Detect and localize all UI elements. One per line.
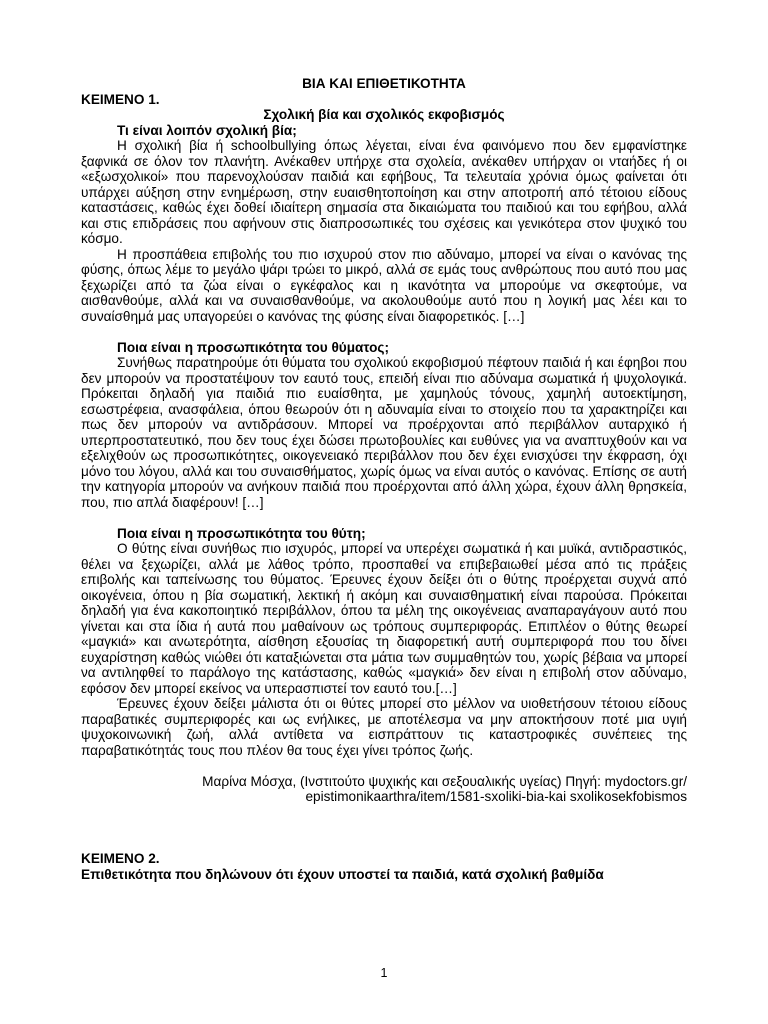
- section3-heading: Ποια είναι η προσωπικότητα του θύτη;: [117, 525, 366, 541]
- document-title: ΒΙΑ ΚΑΙ ΕΠΙΘΕΤΙΚΟΤΗΤΑ: [302, 76, 466, 91]
- page-content: [81, 76, 687, 882]
- spacer: [81, 510, 687, 526]
- spacer: [81, 820, 687, 836]
- section3-paragraph-1: Ο θύτης είναι συνήθως πιο ισχυρός, μπορεί να υπερέχει σωματικά ή και μυϊκά, αντιδραστικός, θέλει να ξεχωρίζει, αλλά με λάθος τρόπο, προσπαθεί να επιβεβαιωθεί μέσα από τις πράξεις επιβολής και ταπείνωσης του θύματος. Έρευνες έχουν δείξει ότι ο θύτης προέρχεται συχνά από οικογένεια, όπου η βία σωματική, λεκτική ή ακόμη και συναισθηματική είναι παρούσα. Πρόκειται δηλαδή για ένα κακοποιητικό περιβάλλον, όπου τα μέλη της οικογένειας αναπαραγάγουν αυτό που γίνεται και στα ίδια ή αυτά που μαθαίνουν ως τρόπους συμπεριφοράς. Επιπλέον ο θύτης θεωρεί «μαγκιά» και ανωτερότητα, αίσθηση εξουσίας τη διαφορετική αυτή συμπεριφορά που του δίνει ευχαρίστηση καθώς νιώθει ότι καταξιώνεται στα μάτια των συμμαθητών του, χωρίς βέβαια να μπορεί να αντιληφθεί το παράλογο της κατάστασης, καθώς «μαγκιά» δεν είναι η επιβολή στον αδύναμο, εφόσον δεν μπορεί εκείνος να υπερασπιστεί τον εαυτό του.[…]: [81, 541, 687, 696]
- spacer: [81, 805, 687, 821]
- section1-paragraph-1: Η σχολική βία ή schoolbullying όπως λέγεται, είναι ένα φαινόμενο που δεν εμφανίστηκε ξαφνικά σε όλον τον πλανήτη. Ανέκαθεν υπήρχε στα σχολεία, ανέκαθεν υπήρχαν οι νταήδες ή οι «εξωσχολικοί» που παρενοχλούσαν παιδιά και εφήβους, Τα τελευταία χρόνια όμως φαίνεται ότι υπάρχει αύξηση στην ενημέρωση, στην ευαισθητοποίηση και στην αποτροπή από τέτοιου είδους καταστάσεις, καθώς έχει δοθεί ιδιαίτερη σημασία στα δικαιώματα του παιδιού και του εφήβου, αλλά και στις επιδράσεις που αφήνουν στις διαπροσωπικές του σχέσεις και γενικότερα στον ψυχικό του κόσμο.: [81, 138, 687, 246]
- text1-subtitle: Σχολική βία και σχολικός εκφοβισμός: [263, 107, 505, 122]
- page-number: 1: [380, 966, 388, 980]
- section1-paragraph-2: Η προσπάθεια επιβολής του πιο ισχυρού στον πιο αδύναμο, μπορεί να είναι ο κανόνας της φύσης, όπως λέμε το μεγάλο ψάρι τρώει το μικρό, αλλά σε εμάς τους ανθρώπους που αυτό που μας ξεχωρίζει από τα ζώα είναι ο εγκέφαλος και η ικανότητα να μπορούμε να σκεφτούμε, να αισθανθούμε, αλλά και να συναισθανθούμε, να ακολουθούμε αυτό που η λογική μας λέει και το συναίσθημά μας υπαγορεύει ο κανόνας της φύσης είναι διαφορετικός. […]: [81, 246, 687, 324]
- section1-heading: Τι είναι λοιπόν σχολική βία;: [117, 122, 297, 138]
- text2-title: Επιθετικότητα που δηλώνουν ότι έχουν υποστεί τα παιδιά, κατά σχολική βαθμίδα: [81, 866, 604, 882]
- text1-label: ΚΕΙΜΕΝΟ 1.: [81, 91, 160, 107]
- section3-paragraph-2: Έρευνες έχουν δείξει μάλιστα ότι οι θύτες μπορεί στο μέλλον να υιοθετήσουν τέτοιου είδους παραβατικές συμπεριφορές και ως ενήλικες, με αποτέλεσμα να μην αποκτήσουν ποτέ μια υγιή ψυχοκοινωνική ζωή, αλλά αντίθετα να εισπράττουν τις καταστροφικές συνέπειες της παραβατικότητάς τους που πλέον θα τους έχει γίνει τρόπος ζωής.: [81, 696, 687, 758]
- spacer: [81, 324, 687, 340]
- section2-paragraph-1: Συνήθως παρατηρούμε ότι θύματα του σχολικού εκφοβισμού πέφτουν παιδιά ή και έφηβοι που δεν μπορούν να προστατέψουν τον εαυτό τους, επειδή είναι πιο αδύναμα σωματικά ή ψυχολογικά. Πρόκειται δηλαδή για παιδιά πιο ευαίσθητα, με χαμηλούς τόνους, χαμηλή αυτοεκτίμηση, εσωστρέφεια, ανασφάλεια, όπου θεωρούν ότι η αδυναμία είναι το στοιχείο που τα χαρακτηρίζει και πως δεν μπορούν να αντιδράσουν. Μπορεί να προέρχονται από περιβάλλον αυταρχικό ή υπερπροστατευτικό, που δεν τους έχει δώσει πρωτοβουλίες και ευθύνες για να αναπτυχθούν και να εξελιχθούν ως προσωπικότητες, οικογενειακό περιβάλλον που δεν έχει ενισχύσει την έκφραση, όχι μόνο του λόγου, αλλά και του συναισθήματος, χωρίς όμως να είναι αυτός ο κανόνας. Επίσης σε αυτή την κατηγορία μπορούν να ανήκουν παιδιά που προέρχονται από άλλη χώρα, έχουν άλλη θρησκεία, που, πιο απλά διαφέρουν! […]: [81, 355, 687, 510]
- spacer: [81, 758, 687, 774]
- text2-label: ΚΕΙΜΕΝΟ 2.: [81, 851, 160, 866]
- spacer: [81, 836, 687, 852]
- source-citation-line1: Μαρίνα Μόσχα, (Ινστιτούτο ψυχικής και σεξουαλικής υγείας) Πηγή: mydoctors.gr/: [202, 773, 687, 789]
- source-citation-line2: epistimonikaarthra/item/1581-sxoliki-bia-kai sxolikosekfobismos: [305, 789, 687, 804]
- section2-heading: Ποια είναι η προσωπικότητα του θύματος;: [117, 339, 389, 355]
